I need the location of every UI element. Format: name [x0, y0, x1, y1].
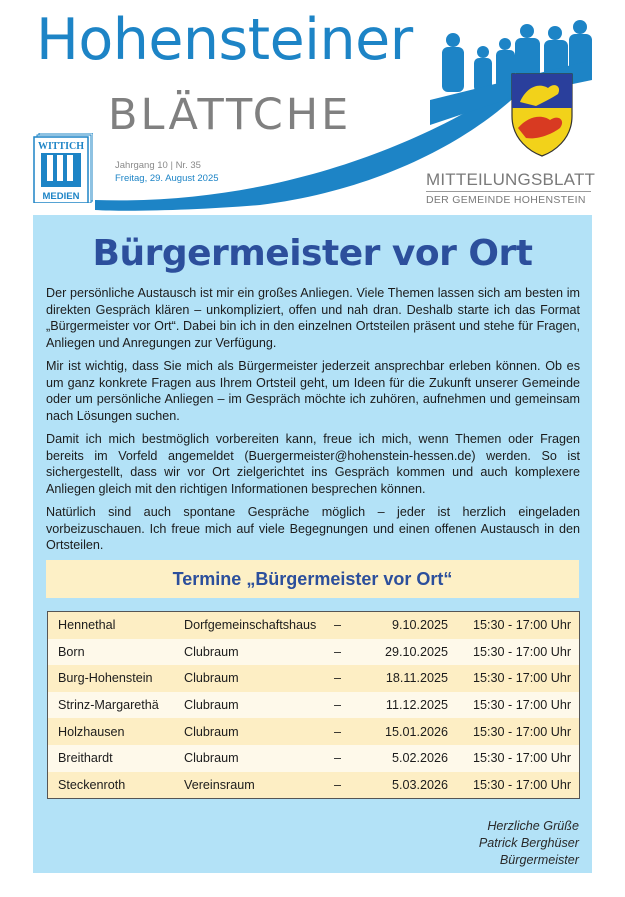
article-body [46, 285, 580, 561]
divider [426, 191, 591, 192]
table-row [48, 772, 579, 799]
cell-ort: Strinz-Margarethä [58, 698, 159, 713]
cell-raum: Clubraum [184, 751, 239, 766]
cell-zeit: 15:30 - 17:00 Uhr [473, 698, 572, 713]
cell-ort: Breithardt [58, 751, 113, 766]
wittich-medien-logo [33, 133, 93, 203]
signature-name: Patrick Berghüser [478, 836, 579, 850]
table-row [48, 639, 579, 666]
article-headline: Bürgermeister vor Ort [92, 233, 533, 274]
cell-dash: – [334, 751, 342, 766]
cell-raum: Clubraum [184, 644, 239, 659]
paragraph: Mir ist wichtig, dass Sie mich als Bürgermeister jederzeit ansprechbar erleben können. Ob es um ganz konkrete Fragen aus Ihrem Ortsteil geht, um Ideen für die Zukunft unserer Gemeinde oder um persönliche Anliegen – im Gespräch möchte ich zuhören, aufnehmen und gemeinsam nach Lösungen suchen. [46, 359, 580, 423]
issue-date: Freitag, 29. August 2025 [115, 173, 219, 184]
table-row [48, 612, 579, 639]
paragraph: Der persönliche Austausch ist mir ein großes Anliegen. Viele Themen lassen sich am besten im direkten Gespräch klären – unkompliziert, offen und nah dran. Deshalb starte ich das Format „Bürgermeister vor Ort“. Dabei bin ich in den einzelnen Ortsteilen präsent und stehe für Fragen, Anliegen und Anregungen zur Verfügung. [46, 286, 580, 350]
cell-ort: Holzhausen [58, 724, 125, 739]
cell-datum: 18.11.2025 [385, 671, 448, 686]
cell-raum: Clubraum [184, 698, 239, 713]
cell-zeit: 15:30 - 17:00 Uhr [473, 671, 572, 686]
cell-raum: Dorfgemeinschaftshaus [184, 618, 317, 633]
coat-of-arms-icon [508, 68, 576, 158]
mitteilungsblatt-label: MITTEILUNGSBLATT [426, 170, 596, 189]
gemeinde-label: DER GEMEINDE HOHENSTEIN [426, 194, 586, 206]
cell-ort: Burg-Hohenstein [58, 671, 153, 686]
paragraph: Natürlich sind auch spontane Gespräche möglich – jeder ist herzlich eingeladen vorbeizuschauen. Ich freue mich auf viele Begegnungen und einen offenen Austausch in den Ortsteilen. [46, 505, 580, 552]
cell-raum: Vereinsraum [184, 777, 255, 792]
cell-ort: Steckenroth [58, 777, 126, 792]
paragraph: Damit ich mich bestmöglich vorbereiten kann, freue ich mich, wenn Themen oder Fragen bereits im Vorfeld angemeldet (Buergermeister@hohenstein-hessen.de) werden. So ist sichergestellt, dass wir vor Ort zielgerichtet ins Gespräch kommen und auch komplexere Anliegen gleich mit den richtigen Informationen besprechen können. [46, 432, 580, 496]
cell-dash: – [334, 618, 342, 633]
cell-dash: – [334, 777, 342, 792]
table-row [48, 692, 579, 719]
signature-greeting: Herzliche Grüße [487, 819, 579, 833]
signature [479, 818, 579, 869]
table-row [48, 745, 579, 772]
cell-zeit: 15:30 - 17:00 Uhr [473, 644, 572, 659]
cell-datum: 29.10.2025 [384, 644, 448, 659]
wittich-text: WITTICH [37, 141, 85, 152]
cell-dash: – [334, 644, 342, 659]
cell-dash: – [334, 671, 342, 686]
cell-datum: 5.02.2026 [391, 751, 448, 766]
cell-ort: Hennethal [58, 618, 116, 633]
cell-datum: 11.12.2025 [385, 698, 448, 713]
cell-raum: Clubraum [184, 671, 239, 686]
masthead-title: Hohensteiner [36, 7, 413, 73]
table-row [48, 665, 579, 692]
medien-text: MEDIEN [42, 191, 80, 202]
masthead-subtitle: BLÄTTCHE [108, 90, 352, 140]
cell-zeit: 15:30 - 17:00 Uhr [473, 618, 572, 633]
article-box [33, 215, 592, 873]
cell-ort: Born [58, 644, 85, 659]
cell-datum: 15.01.2026 [384, 724, 448, 739]
cell-zeit: 15:30 - 17:00 Uhr [473, 751, 572, 766]
cell-dash: – [334, 698, 342, 713]
cell-dash: – [334, 724, 342, 739]
cell-datum: 5.03.2026 [391, 777, 448, 792]
termine-title: Termine „Bürgermeister vor Ort“ [46, 560, 579, 598]
cell-raum: Clubraum [184, 724, 239, 739]
table-row [48, 718, 579, 745]
cell-zeit: 15:30 - 17:00 Uhr [473, 777, 572, 792]
cell-datum: 9.10.2025 [391, 618, 448, 633]
masthead [0, 0, 625, 212]
cell-zeit: 15:30 - 17:00 Uhr [473, 724, 572, 739]
termine-table [47, 611, 580, 799]
signature-title: Bürgermeister [499, 853, 579, 867]
issue-number: Jahrgang 10 | Nr. 35 [115, 160, 201, 171]
